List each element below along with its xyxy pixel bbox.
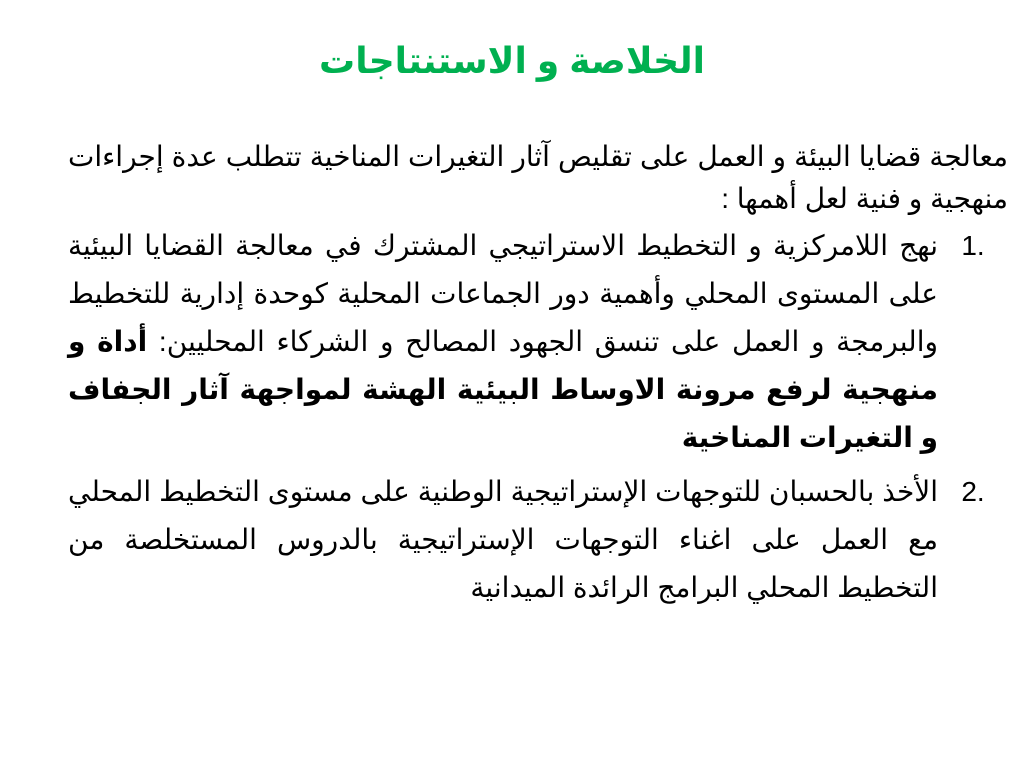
list-item-1 bbox=[68, 222, 1008, 462]
slide-content bbox=[68, 136, 1008, 618]
list-item-number: 2. bbox=[961, 476, 985, 507]
list-item-2 bbox=[68, 468, 1008, 612]
list-item-body bbox=[68, 222, 938, 462]
slide-title: الخلاصة و الاستنتاجات bbox=[319, 40, 705, 81]
list-item-body bbox=[68, 468, 938, 612]
list-item-bold-text: أداة و منهجية لرفع مرونة الاوساط البيئية الهشة لمواجهة آثار الجفاف و التغيرات المناخية bbox=[68, 326, 938, 453]
list-item-number: 1. bbox=[961, 230, 985, 261]
intro-paragraph: معالجة قضايا البيئة و العمل على تقليص آثار التغيرات المناخية تتطلب عدة إجراءات منهجية و فنية لعل أهمها : bbox=[68, 141, 1008, 214]
list-item-text: نهج اللامركزية و التخطيط الاستراتيجي المشترك في معالجة القضايا البيئية على المستوى المحلي وأهمية دور الجماعات المحلية كوحدة إدارية للتخطيط والبرمجة و العمل على تنسق الجهود المصالح و الشركاء المحليين: bbox=[68, 230, 938, 357]
list-item-text: الأخذ بالحسبان للتوجهات الإستراتيجية الوطنية على مستوى التخطيط المحلي مع العمل على اغناء التوجهات الإستراتيجية بالدروس المستخلصة من التخطيط المحلي البرامج الرائدة الميدانية bbox=[68, 476, 938, 603]
